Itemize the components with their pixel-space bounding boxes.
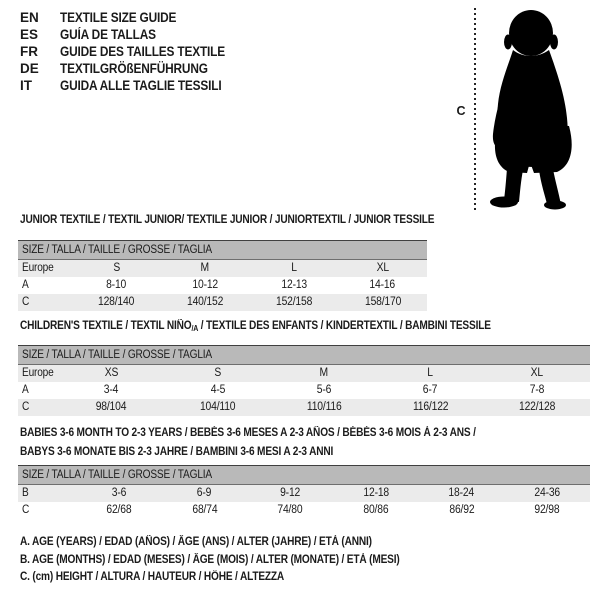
language-label: GUIDA ALLE TAGLIE TESSILI (60, 78, 222, 93)
footnote-a: A. AGE (YEARS) / EDAD (AÑOS) / ÂGE (ANS) / ALTER (JAHRE) / ETÀ (ANNI) (20, 536, 372, 548)
language-label: TEXTILE SIZE GUIDE (60, 10, 177, 25)
height-cell: 128/140 (98, 296, 135, 308)
size-cell: S (214, 367, 221, 379)
language-code: ES (20, 27, 39, 42)
row-label: C (22, 401, 30, 413)
footnote-c: C. (cm) HEIGHT / ALTURA / HAUTEUR / HÖHE / ALTEZZA (20, 571, 285, 583)
junior-size-table (18, 240, 427, 311)
size-cell: M (319, 367, 329, 379)
age-cell: 12-18 (363, 487, 389, 499)
height-cell: 80/86 (363, 504, 389, 516)
size-header-row (18, 345, 590, 365)
height-cell: 116/122 (412, 401, 449, 413)
babies-title-line2: BABYS 3-6 MONATE BIS 2-3 JAHRE / BAMBINI 3-6 MESI A 2-3 ANNI (20, 445, 334, 458)
height-cell: 140/152 (187, 296, 224, 308)
children-title-text: CHILDREN'S TEXTILE / TEXTIL $NIÑO_{/A}$ / TEXTILE DES ENFANTS / KINDERTEXTIL / BAMBINI TESSILE (20, 320, 491, 333)
age-cell: 10-12 (192, 279, 218, 291)
age-cell: 6-9 (197, 487, 212, 499)
table-row-age (18, 277, 427, 294)
table-row-height (18, 399, 590, 416)
age-cell: 8-10 (106, 279, 127, 291)
row-label: Europe (22, 367, 54, 379)
size-cell: L (291, 262, 297, 274)
size-header-text: SIZE / TALLA / TAILLE / GRÖSSE / TAGLIA (22, 469, 212, 481)
size-header-row (18, 465, 590, 485)
table-row-age (18, 382, 590, 399)
baby-silhouette-icon (484, 10, 584, 210)
row-label: C (22, 504, 30, 516)
babies-size-table (18, 465, 590, 519)
row-label: Europe (22, 262, 54, 274)
junior-section-title (20, 213, 491, 227)
language-row-fr (20, 43, 248, 60)
height-cell: 98/104 (95, 401, 127, 413)
age-cell: 3-6 (111, 487, 127, 499)
height-cell: 92/98 (534, 504, 560, 516)
table-row-europe (18, 365, 590, 382)
size-header-text: SIZE / TALLA / TAILLE / GRÖSSE / TAGLIA (22, 244, 212, 256)
language-code: FR (20, 44, 38, 59)
age-cell: 3-4 (103, 384, 119, 396)
height-cell: 62/68 (106, 504, 132, 516)
size-header-row (18, 240, 427, 260)
language-label: TEXTILGRÖßENFÜHRUNG (60, 61, 208, 76)
table-row-age-months (18, 485, 590, 502)
age-cell: 14-16 (369, 279, 396, 291)
age-cell: 6-7 (423, 384, 438, 396)
children-section-title (20, 319, 555, 336)
height-cell: 152/158 (275, 296, 312, 308)
children-size-table (18, 345, 590, 416)
subscript: /A (191, 324, 199, 333)
footnote-legend (20, 534, 451, 587)
table-row-height (18, 294, 427, 311)
footnote-b: B. AGE (MONTHS) / EDAD (MESES) / ÂGE (MOIS) / ALTER (MONATE) / ETÀ (MESI) (20, 553, 400, 566)
height-cell: 122/128 (518, 401, 555, 413)
language-code: EN (20, 10, 39, 25)
size-cell: L (427, 367, 434, 379)
height-dotted-line (474, 8, 476, 210)
age-cell: 24-36 (534, 487, 560, 499)
size-header-text: SIZE / TALLA / TAILLE / GRÖSSE / TAGLIA (22, 349, 212, 361)
language-code: IT (20, 78, 32, 93)
table-row-europe (18, 260, 427, 277)
babies-title-line1: BABIES 3-6 MONTH TO 2-3 YEARS / BEBÉS 3-6 MESES A 2-3 AÑOS / BÉBÉS 3-6 MOIS À 2-3 ANS / (20, 427, 476, 439)
row-label: A (22, 279, 29, 291)
row-label: A (22, 384, 29, 396)
height-cell: 158/170 (364, 296, 401, 308)
height-cell: 104/110 (199, 401, 236, 413)
language-row-es (20, 26, 248, 43)
size-cell: XS (104, 367, 118, 379)
size-cell: S (112, 262, 120, 274)
babies-section-title (20, 424, 538, 461)
age-cell: 7-8 (529, 384, 545, 396)
language-row-de (20, 60, 248, 77)
row-label: C (22, 296, 30, 308)
row-label: B (22, 487, 29, 499)
language-title-block (20, 9, 248, 94)
age-cell: 18-24 (448, 487, 475, 499)
language-code: DE (20, 61, 39, 76)
age-cell: 4-5 (210, 384, 225, 396)
height-cell: 68/74 (191, 504, 217, 516)
height-cell: 86/92 (448, 504, 474, 516)
language-row-it (20, 77, 248, 94)
size-cell: M (200, 262, 210, 274)
junior-title-text: JUNIOR TEXTILE / TEXTIL JUNIOR/ TEXTILE JUNIOR / JUNIORTEXTIL / JUNIOR TESSILE (20, 214, 435, 226)
language-row-en (20, 9, 248, 26)
age-cell: 5-6 (316, 384, 332, 396)
size-cell: XL (376, 262, 389, 274)
language-label: GUIDE DES TAILLES TEXTILE (60, 44, 226, 59)
height-cell: 110/116 (306, 401, 342, 413)
language-label: GUÍA DE TALLAS (60, 27, 156, 42)
age-cell: 9-12 (280, 487, 301, 499)
height-marker-label: C (456, 104, 466, 118)
age-cell: 12-13 (281, 279, 307, 291)
height-cell: 74/80 (277, 504, 303, 516)
size-cell: XL (530, 367, 543, 379)
table-row-height (18, 502, 590, 519)
